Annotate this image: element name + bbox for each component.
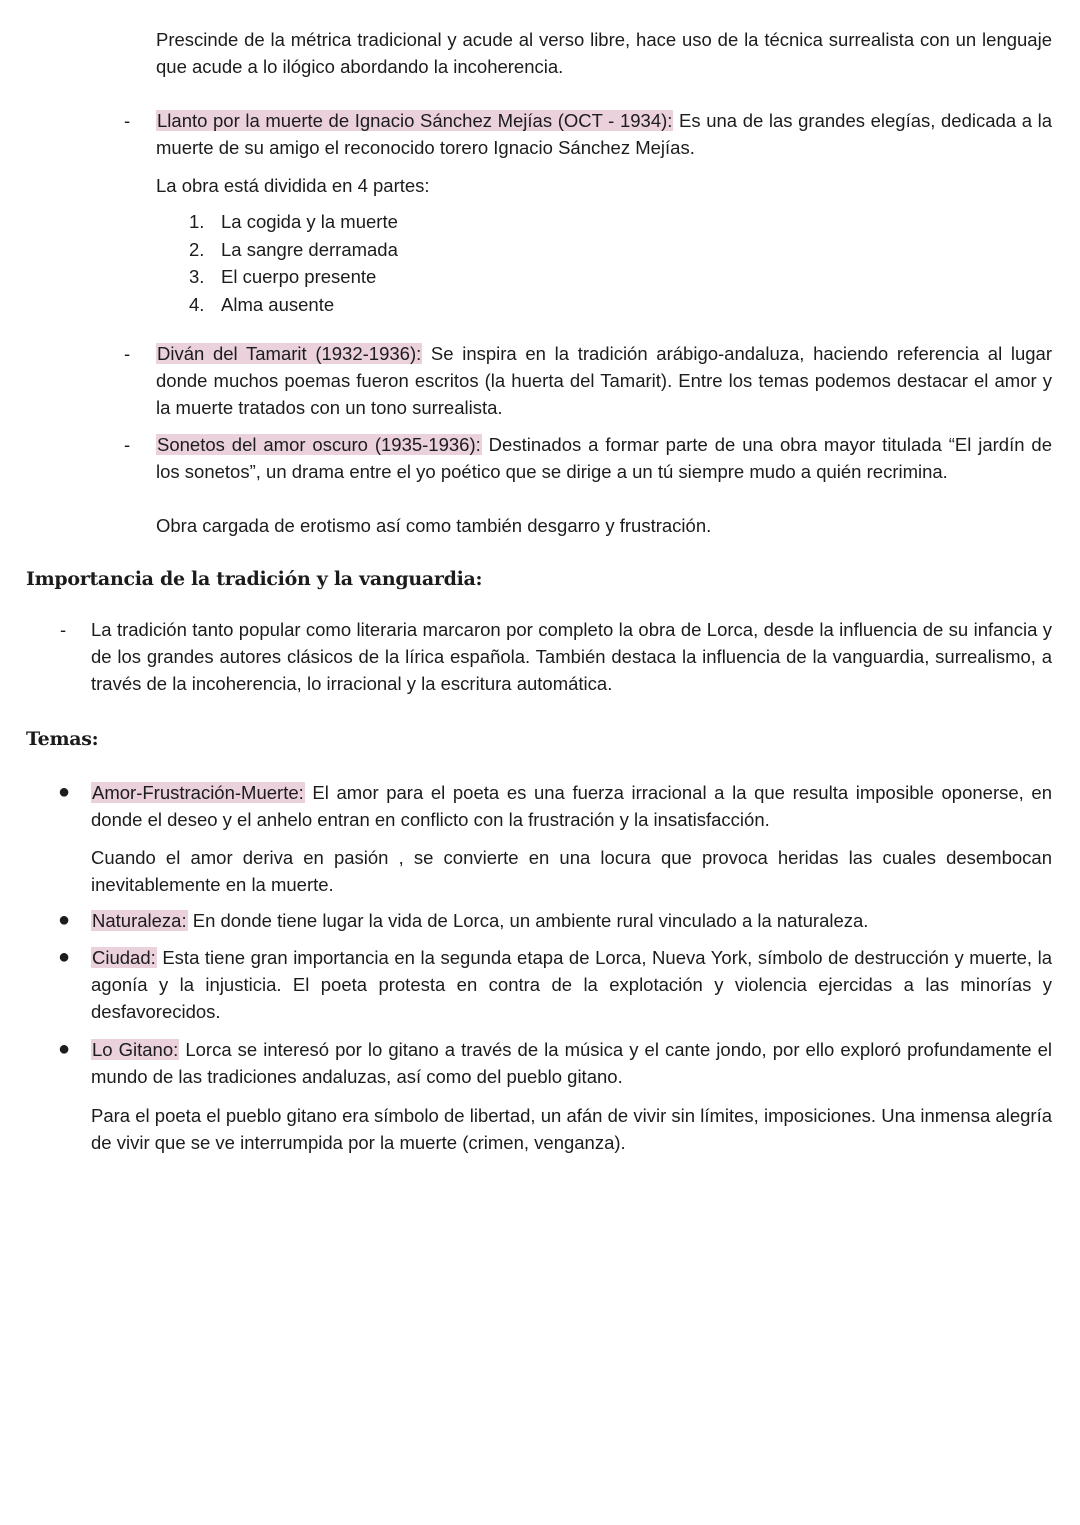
tema-extra: Para el poeta el pueblo gitano era símbolo de libertad, un afán de vivir sin límites, imposiciones. Una inmensa alegría de vivir que se ve interrumpida por la muerte (crimen, venganza). bbox=[91, 1105, 1052, 1153]
tema-text: Lorca se interesó por lo gitano a través de la música y el cante jondo, por ello exploró profundamente el mundo de las tradiciones andaluzas, así como del pueblo gitano. bbox=[91, 1039, 1052, 1087]
work-text: Se inspira en la tradición arábigo-andaluza, haciendo referencia al lugar donde muchos poemas fueron escritos (la huerta del Tamarit). Entre los temas podemos destacar el amor y la muerte tratados con un tono surrealista. bbox=[156, 343, 1052, 418]
list-label: La sangre derramada bbox=[221, 238, 398, 260]
tema-extra: Cuando el amor deriva en pasión , se convierte en una locura que provoca heridas las cuales desembocan inevitablemente en la muerte. bbox=[91, 847, 1052, 895]
bullet-icon: ● bbox=[58, 946, 71, 968]
tema-text: Esta tiene gran importancia en la segunda etapa de Lorca, Nueva York, símbolo de destrucción y muerte, la agonía y la injusticia. El poeta protesta en contra de la explotación y violencia ejercidas a las minorías y desfavorecidos. bbox=[91, 947, 1052, 1022]
list-item bbox=[189, 236, 589, 264]
list-item bbox=[189, 263, 589, 291]
dash-marker: - bbox=[124, 434, 131, 455]
list-item bbox=[189, 208, 589, 236]
tema-description bbox=[91, 944, 1052, 1025]
tema-title-highlight: Ciudad: bbox=[92, 947, 156, 968]
work-extra: Obra cargada de erotismo así como también desgarro y frustración. bbox=[156, 515, 712, 536]
parts-list bbox=[189, 208, 589, 318]
list-label: El cuerpo presente bbox=[221, 266, 377, 287]
list-label: La cogida y la muerte bbox=[221, 211, 398, 232]
tema-title-highlight: Lo Gitano: bbox=[92, 1039, 179, 1060]
dash-marker: - bbox=[60, 619, 67, 640]
tema-title-highlight: Naturaleza: bbox=[92, 910, 187, 931]
work-text: Destinados a formar parte de una obra mayor titulada “El jardín de los sonetos”, un drama entre el yo poético que se dirige a un tú siempre mudo a quién recrimina. bbox=[156, 434, 1052, 482]
tema-text: En donde tiene lugar la vida de Lorca, un ambiente rural vinculado a la naturaleza. bbox=[187, 910, 869, 931]
list-number: 1. bbox=[189, 211, 205, 232]
importance-paragraph: La tradición tanto popular como literaria marcaron por completo la obra de Lorca, desde la influencia de su infancia y de los grandes autores clásicos de la lírica española. También destaca la influencia de la vanguardia, surrealismo, a través de la incoherencia, lo irracional y la escritura automática. bbox=[91, 619, 1052, 694]
work-title-highlight: Llanto por la muerte de Ignacio Sánchez Mejías (OCT - 1934): bbox=[157, 110, 673, 131]
work-title-highlight: Sonetos del amor oscuro (1935-1936): bbox=[157, 434, 481, 455]
work-description bbox=[156, 340, 1052, 421]
list-item bbox=[189, 291, 589, 319]
list-label: Alma ausente bbox=[221, 293, 335, 315]
list-number: 2. bbox=[189, 238, 205, 260]
tema-description bbox=[91, 779, 1052, 833]
section-heading-temas: Temas: bbox=[26, 728, 99, 750]
intro-paragraph: Prescinde de la métrica tradicional y acude al verso libre, hace uso de la técnica surrealista con un lenguaje que acude a lo ilógico abordando la incoherencia. bbox=[156, 29, 1052, 77]
list-number: 3. bbox=[189, 266, 205, 287]
bullet-icon: ● bbox=[58, 909, 71, 931]
bullet-icon: ● bbox=[58, 1038, 71, 1060]
work-title-highlight: Diván del Tamarit (1932-1936): bbox=[157, 343, 422, 364]
work-description bbox=[156, 107, 1052, 161]
work-description bbox=[156, 431, 1052, 485]
section-heading-importancia: Importancia de la tradición y la vanguardia: bbox=[26, 568, 483, 590]
parts-intro: La obra está dividida en 4 partes: bbox=[156, 175, 430, 196]
tema-title-highlight: Amor-Frustración-Muerte: bbox=[92, 782, 304, 803]
dash-marker: - bbox=[124, 110, 131, 131]
list-number: 4. bbox=[189, 293, 205, 315]
dash-marker: - bbox=[124, 343, 131, 364]
tema-text: El amor para el poeta es una fuerza irracional a la que resulta imposible oponerse, en donde el deseo y el anhelo entran en conflicto con la frustración y la insatisfacción. bbox=[91, 782, 1052, 830]
tema-description bbox=[91, 907, 1052, 934]
work-text: Es una de las grandes elegías, dedicada a la muerte de su amigo el reconocido torero Ignacio Sánchez Mejías. bbox=[156, 110, 1053, 158]
tema-description bbox=[91, 1036, 1052, 1090]
bullet-icon: ● bbox=[58, 781, 71, 803]
